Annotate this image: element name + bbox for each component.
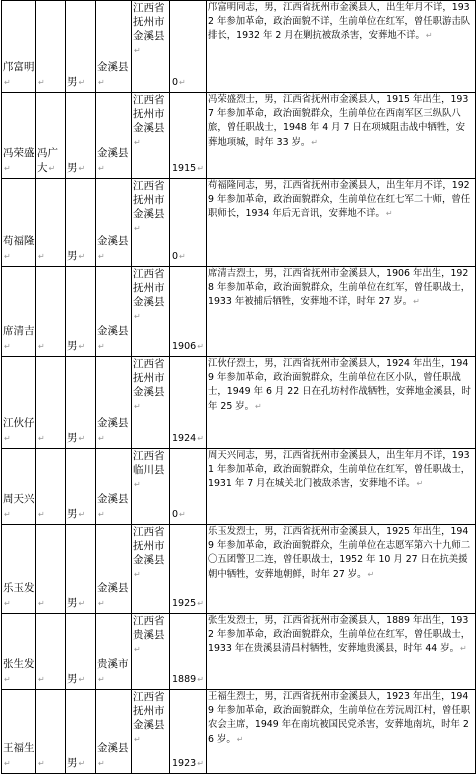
biography-cell bbox=[207, 449, 476, 525]
gender-cell bbox=[66, 449, 96, 525]
cell-end-mark-icon: ↵ bbox=[4, 78, 11, 87]
cell-end-mark-icon: ↵ bbox=[98, 599, 105, 608]
biography-text: 乐玉发烈士，男，江西省抚州市金溪县人，1925 年出生，1949 年参加革命，政治面貌群众，生前单位在志愿军第六十九师二〇五团警卫二连，曾任职战士，1952 年 10 月 27 日在抗美援朝中牺牲，安葬地朝鲜，时年 27 岁。 bbox=[208, 526, 471, 580]
county-text: 金溪县 bbox=[97, 147, 129, 159]
cell-end-mark-icon: ↵ bbox=[255, 401, 262, 411]
place-text: 江西省抚州市金溪县 bbox=[133, 180, 165, 220]
cell-end-mark-icon: ↵ bbox=[134, 735, 141, 744]
cell-end-mark-icon: ↵ bbox=[197, 342, 204, 351]
name-cell bbox=[2, 179, 36, 267]
place-text: 江西省抚州市金溪县 bbox=[133, 691, 165, 731]
place-cell bbox=[132, 357, 170, 449]
table-row bbox=[2, 525, 476, 614]
biography-text: 席清吉烈士，男，江西省抚州市金溪县人，1906 年出生，1928 年参加革命，政治面貌群众，生前单位在红军，曾任职战士，1933 年被捕后牺牲，安葬地不详，时年 27 岁。 bbox=[208, 268, 471, 308]
name-cell bbox=[2, 357, 36, 449]
cell-end-mark-icon: ↵ bbox=[38, 599, 45, 608]
cell-end-mark-icon: ↵ bbox=[179, 252, 186, 261]
gender-text: 男 bbox=[67, 340, 78, 352]
cell-end-mark-icon: ↵ bbox=[38, 252, 45, 261]
cell-end-mark-icon: ↵ bbox=[98, 252, 105, 261]
alias-text: 冯广大 bbox=[37, 147, 58, 174]
biography-cell bbox=[207, 357, 476, 449]
cell-end-mark-icon: ↵ bbox=[38, 675, 45, 684]
county-text: 金溪县 bbox=[97, 582, 129, 594]
biography-cell bbox=[207, 1, 476, 93]
cell-end-mark-icon: ↵ bbox=[134, 312, 141, 321]
name-cell bbox=[2, 93, 36, 179]
cell-end-mark-icon: ↵ bbox=[98, 434, 105, 443]
gender-text: 男 bbox=[67, 432, 78, 444]
gender-cell bbox=[66, 357, 96, 449]
gender-text: 男 bbox=[67, 508, 78, 520]
place-cell bbox=[132, 93, 170, 179]
county-cell bbox=[96, 179, 132, 267]
birth-year-cell bbox=[170, 179, 207, 267]
cell-end-mark-icon: ↵ bbox=[134, 224, 141, 233]
birth-year-cell bbox=[170, 1, 207, 93]
name-text: 周天兴 bbox=[3, 493, 35, 505]
biography-text: 王福生烈士，男，江西省抚州市金溪县人，1923 年出生，1949 年参加革命，政治面貌群众，生前单位在芳沅周江村，曾任职农会主席，1949 年在南坑被国民党杀害，安葬地南坑，时年 26 岁。 bbox=[208, 691, 471, 745]
martyr-records-table bbox=[1, 0, 476, 774]
cell-end-mark-icon: ↵ bbox=[78, 675, 86, 684]
name-cell bbox=[2, 1, 36, 93]
gender-text: 男 bbox=[67, 76, 78, 88]
county-cell bbox=[96, 357, 132, 449]
county-text: 金溪县 bbox=[97, 417, 129, 429]
biography-cell bbox=[207, 93, 476, 179]
county-text: 金溪县 bbox=[97, 493, 129, 505]
table-row bbox=[2, 449, 476, 525]
place-cell bbox=[132, 690, 170, 774]
place-text: 江西省抚州市金溪县 bbox=[133, 268, 165, 308]
cell-end-mark-icon: ↵ bbox=[197, 675, 204, 684]
county-text: 金溪县 bbox=[97, 61, 129, 73]
county-text: 金溪县 bbox=[97, 742, 129, 754]
cell-end-mark-icon: ↵ bbox=[311, 137, 318, 147]
cell-end-mark-icon: ↵ bbox=[78, 342, 86, 351]
cell-end-mark-icon: ↵ bbox=[385, 209, 393, 219]
birth-year-text: 0 bbox=[172, 509, 179, 520]
place-cell bbox=[132, 614, 170, 690]
cell-end-mark-icon: ↵ bbox=[236, 734, 244, 744]
gender-cell bbox=[66, 614, 96, 690]
gender-cell bbox=[66, 93, 96, 179]
cell-end-mark-icon: ↵ bbox=[4, 252, 11, 261]
biography-text: 周天兴同志，男，江西省抚州市金溪县人，出生年月不详，1931 年参加革命，政治面貌群众，生前单位在红军，曾任职战士，1931 年 7 月在城关北门被敌杀害，安葬地不详。 bbox=[208, 450, 471, 490]
place-cell bbox=[132, 525, 170, 614]
name-cell bbox=[2, 267, 36, 357]
biography-text: 冯荣盛烈士，男，江西省抚州市金溪县人，1915 年出生，1937 年参加革命，政治面貌群众，生前单位在西南军区三纵队八旅，曾任职战士，1948 年 4 月 7 日在项城阻击战中牺牲，安葬地项城，时年 33 岁。 bbox=[208, 94, 469, 148]
gender-cell bbox=[66, 690, 96, 774]
table-row bbox=[2, 614, 476, 690]
cell-end-mark-icon: ↵ bbox=[459, 644, 467, 654]
cell-end-mark-icon: ↵ bbox=[78, 434, 86, 443]
birth-year-cell bbox=[170, 614, 207, 690]
cell-end-mark-icon: ↵ bbox=[38, 342, 45, 351]
cell-end-mark-icon: ↵ bbox=[134, 138, 141, 147]
name-cell bbox=[2, 614, 36, 690]
name-text: 苟福隆 bbox=[3, 235, 35, 247]
birth-year-cell bbox=[170, 690, 207, 774]
county-cell bbox=[96, 267, 132, 357]
place-cell bbox=[132, 179, 170, 267]
cell-end-mark-icon: ↵ bbox=[4, 434, 11, 443]
alias-cell bbox=[36, 93, 66, 179]
place-text: 江西省抚州市金溪县 bbox=[133, 526, 165, 566]
cell-end-mark-icon: ↵ bbox=[4, 510, 11, 519]
cell-end-mark-icon: ↵ bbox=[98, 510, 105, 519]
gender-text: 男 bbox=[67, 162, 78, 174]
gender-text: 男 bbox=[67, 673, 78, 685]
cell-end-mark-icon: ↵ bbox=[197, 164, 204, 173]
cell-end-mark-icon: ↵ bbox=[425, 31, 433, 41]
alias-cell bbox=[36, 179, 66, 267]
cell-end-mark-icon: ↵ bbox=[4, 342, 11, 351]
cell-end-mark-icon: ↵ bbox=[78, 510, 86, 519]
biography-cell bbox=[207, 525, 476, 614]
gender-cell bbox=[66, 1, 96, 93]
cell-end-mark-icon: ↵ bbox=[4, 164, 11, 173]
alias-cell bbox=[36, 1, 66, 93]
cell-end-mark-icon: ↵ bbox=[78, 78, 86, 87]
alias-cell bbox=[36, 449, 66, 525]
birth-year-text: 1915 bbox=[172, 163, 197, 174]
place-text: 江西省抚州市金溪县 bbox=[133, 94, 165, 134]
name-text: 冯荣盛 bbox=[3, 147, 35, 159]
cell-end-mark-icon: ↵ bbox=[4, 759, 11, 768]
name-cell bbox=[2, 449, 36, 525]
county-cell bbox=[96, 525, 132, 614]
name-text: 王福生 bbox=[3, 742, 35, 754]
cell-end-mark-icon: ↵ bbox=[38, 759, 45, 768]
table-row bbox=[2, 690, 476, 774]
cell-end-mark-icon: ↵ bbox=[179, 510, 186, 519]
name-text: 邝富明 bbox=[3, 61, 35, 73]
birth-year-cell bbox=[170, 357, 207, 449]
cell-end-mark-icon: ↵ bbox=[4, 599, 11, 608]
county-cell bbox=[96, 690, 132, 774]
table-row bbox=[2, 179, 476, 267]
place-text: 江西省贵溪县 bbox=[133, 615, 165, 641]
county-text: 金溪县 bbox=[97, 325, 129, 337]
cell-end-mark-icon: ↵ bbox=[179, 78, 186, 87]
place-text: 江西省临川县 bbox=[133, 450, 165, 476]
birth-year-cell bbox=[170, 267, 207, 357]
biography-text: 江伙仔烈士，男，江西省抚州市金溪县人，1924 年出生，1949 年参加革命，政治面貌群众，生前单位在区小队，曾任职战士，1949 年 6 月 22 日在孔坊村作战牺牲，安葬地金溪县，时年 25 岁。 bbox=[208, 358, 471, 412]
cell-end-mark-icon: ↵ bbox=[38, 510, 45, 519]
biography-text: 苟福隆同志，男，江西省抚州市金溪县人，出生年月不详，1929 年参加革命，政治面貌群众，生前单位在红七军二十师，曾任职师长，1934 年后无音讯，安葬地不详。 bbox=[208, 180, 471, 220]
county-cell bbox=[96, 449, 132, 525]
alias-cell bbox=[36, 525, 66, 614]
gender-text: 男 bbox=[67, 597, 78, 609]
cell-end-mark-icon: ↵ bbox=[98, 675, 105, 684]
cell-end-mark-icon: ↵ bbox=[78, 252, 86, 261]
place-text: 江西省抚州市金溪县 bbox=[133, 358, 165, 398]
birth-year-cell bbox=[170, 93, 207, 179]
cell-end-mark-icon: ↵ bbox=[197, 599, 204, 608]
county-cell bbox=[96, 93, 132, 179]
birth-year-text: 1889 bbox=[172, 674, 197, 685]
gender-cell bbox=[66, 179, 96, 267]
birth-year-text: 0 bbox=[172, 77, 179, 88]
alias-cell bbox=[36, 690, 66, 774]
name-text: 乐玉发 bbox=[3, 582, 35, 594]
gender-cell bbox=[66, 267, 96, 357]
cell-end-mark-icon: ↵ bbox=[4, 675, 11, 684]
biography-cell bbox=[207, 614, 476, 690]
cell-end-mark-icon: ↵ bbox=[38, 78, 45, 87]
cell-end-mark-icon: ↵ bbox=[98, 164, 105, 173]
cell-end-mark-icon: ↵ bbox=[98, 78, 105, 87]
cell-end-mark-icon: ↵ bbox=[416, 479, 424, 489]
birth-year-text: 1923 bbox=[172, 758, 197, 769]
cell-end-mark-icon: ↵ bbox=[78, 599, 86, 608]
cell-end-mark-icon: ↵ bbox=[134, 46, 141, 55]
table-row bbox=[2, 1, 476, 93]
name-cell bbox=[2, 525, 36, 614]
cell-end-mark-icon: ↵ bbox=[78, 759, 86, 768]
gender-cell bbox=[66, 525, 96, 614]
biography-text: 张生发烈士，男，江西省抚州市金溪县人，1889 年出生，1932 年参加革命，政治面貌群众，生前单位在红军，曾任职战士，1933 年在贵溪县清昌村牺牲，安葬地贵溪县，时年 44 岁。 bbox=[208, 615, 471, 655]
biography-text: 邝富明同志，男，江西省抚州市金溪县人，出生年月不详，1932 年参加革命，政治面貌不详，生前单位在红军，曾任职游击队排长，1932 年 2 月在剿抗被敌杀害，安葬地不详。 bbox=[208, 2, 471, 42]
birth-year-cell bbox=[170, 449, 207, 525]
place-cell bbox=[132, 449, 170, 525]
alias-cell bbox=[36, 357, 66, 449]
table-body bbox=[2, 1, 476, 774]
name-cell bbox=[2, 690, 36, 774]
biography-cell bbox=[207, 690, 476, 774]
cell-end-mark-icon: ↵ bbox=[98, 759, 105, 768]
place-text: 江西省抚州市金溪县 bbox=[133, 2, 165, 42]
birth-year-text: 1906 bbox=[172, 341, 197, 352]
birth-year-text: 0 bbox=[172, 251, 179, 262]
birth-year-cell bbox=[170, 525, 207, 614]
county-text: 金溪县 bbox=[97, 235, 129, 247]
table-row bbox=[2, 267, 476, 357]
cell-end-mark-icon: ↵ bbox=[78, 164, 86, 173]
cell-end-mark-icon: ↵ bbox=[48, 164, 56, 173]
county-cell bbox=[96, 1, 132, 93]
name-text: 张生发 bbox=[3, 658, 35, 670]
place-cell bbox=[132, 1, 170, 93]
name-text: 席清吉 bbox=[3, 325, 35, 337]
cell-end-mark-icon: ↵ bbox=[197, 759, 204, 768]
birth-year-text: 1925 bbox=[172, 598, 197, 609]
cell-end-mark-icon: ↵ bbox=[38, 434, 45, 443]
biography-cell bbox=[207, 179, 476, 267]
county-cell bbox=[96, 614, 132, 690]
biography-cell bbox=[207, 267, 476, 357]
alias-cell bbox=[36, 267, 66, 357]
table-row bbox=[2, 93, 476, 179]
county-text: 贵溪市 bbox=[97, 658, 129, 670]
alias-cell bbox=[36, 614, 66, 690]
birth-year-text: 1924 bbox=[172, 433, 197, 444]
name-text: 江伙仔 bbox=[3, 417, 35, 429]
cell-end-mark-icon: ↵ bbox=[134, 402, 141, 411]
cell-end-mark-icon: ↵ bbox=[367, 569, 375, 579]
cell-end-mark-icon: ↵ bbox=[413, 297, 420, 307]
cell-end-mark-icon: ↵ bbox=[134, 570, 141, 579]
gender-text: 男 bbox=[67, 250, 78, 262]
cell-end-mark-icon: ↵ bbox=[98, 342, 105, 351]
place-cell bbox=[132, 267, 170, 357]
cell-end-mark-icon: ↵ bbox=[134, 645, 141, 654]
gender-text: 男 bbox=[67, 757, 78, 769]
cell-end-mark-icon: ↵ bbox=[197, 434, 204, 443]
table-row bbox=[2, 357, 476, 449]
cell-end-mark-icon: ↵ bbox=[134, 480, 141, 489]
